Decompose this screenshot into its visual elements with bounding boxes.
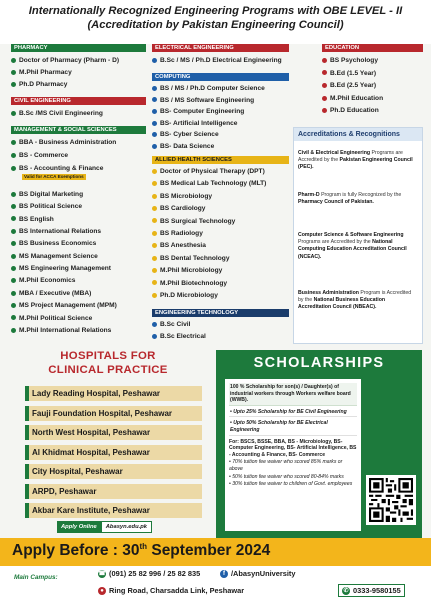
qr-code[interactable] [366, 475, 416, 525]
bullet-icon [152, 121, 157, 126]
header-line1: Internationally Recognized Engineering Programs with OBE LEVEL - II [28, 5, 403, 17]
bullet-icon [11, 315, 16, 320]
whatsapp-number[interactable]: ✆ 0333-9580155 [338, 584, 405, 597]
scholarships-title: SCHOLARSHIPS [253, 355, 385, 371]
bullet-icon [152, 86, 157, 91]
program-item: M.Phil Pharmacy [11, 69, 72, 77]
bullet-icon [11, 291, 16, 296]
section-allied-health: ALLIED HEALTH SCIENCES [152, 156, 289, 164]
whatsapp-icon: ✆ [343, 588, 349, 595]
hospital-item: Fauji Foundation Hospital, Peshawar [25, 406, 202, 421]
program-item: B.Sc Civil [152, 321, 190, 329]
phone-numbers[interactable]: ☎ (091) 25 82 996 / 25 82 835 [98, 569, 201, 578]
bullet-icon [152, 109, 157, 114]
program-item: BS Microbiology [152, 193, 212, 201]
bullet-icon [152, 293, 157, 298]
program-item: BS / MS / Ph.D Computer Science [152, 85, 265, 93]
program-item: BS Cardiology [152, 205, 205, 213]
header-line2: (Accreditation by Pakistan Engineering Council) [87, 19, 344, 31]
scholarship-for: For: BSCS, BSSE, BBA, BS - Microbiology, BS- Computer Engineering, BS- Artificial Intelligence, BS - Accounting & Finance, BS- Commerce [229, 438, 357, 458]
bullet-icon [152, 181, 157, 186]
hospital-item: North West Hospital, Peshawar [25, 425, 202, 440]
program-item: M.Phil Education [322, 95, 383, 103]
program-item: BS Radiology [152, 230, 203, 238]
section-management: MANAGEMENT & SOCIAL SCIENCES [11, 126, 146, 134]
program-item: BS- Artificial Intelligence [152, 120, 237, 128]
scholarship-electrical: • Upto 50% Scholarship for BE Electrical Engineering [229, 419, 357, 435]
program-item: Ph.D Microbiology [152, 292, 218, 300]
acca-note: Valid for ACCA Exemptions [24, 174, 84, 179]
apply-before-bar [0, 538, 431, 566]
main-campus-label: Main Campus: [14, 574, 58, 581]
accreditation-nceac: Computer Science & Software Engineering Programs are Accredited by the National Computing Education Accreditation Council (NCEAC). [298, 232, 407, 260]
phone-icon: ☎ [98, 571, 106, 578]
hospital-item: Lady Reading Hospital, Peshawar [25, 386, 202, 401]
program-item: BS Dental Technology [152, 255, 230, 263]
header [0, 0, 431, 44]
scholarships-section [216, 350, 422, 538]
bullet-icon [11, 328, 16, 333]
accreditation-pec: Civil & Electrical Engineering Programs are Accredited by the Pakistan Engineering Council (PEC). [298, 150, 413, 171]
program-item: Doctor of Pharmacy (Pharm - D) [11, 57, 119, 65]
scholarships-details [225, 379, 361, 531]
facebook-icon: f [220, 570, 228, 578]
program-item: MS Management Science [11, 253, 98, 261]
hospitals-section [8, 348, 208, 538]
section-education: EDUCATION [322, 44, 423, 52]
program-item: BS Psychology [322, 57, 378, 65]
section-pharmacy: PHARMACY [11, 44, 146, 52]
bullet-icon [322, 96, 327, 101]
program-item: BS- Computer Engineering [152, 108, 244, 116]
program-item: Ph.D Pharmacy [11, 81, 67, 89]
accreditations-box [293, 127, 423, 344]
facebook-link[interactable]: f /AbasynUniversity [220, 569, 296, 578]
program-item: BS Surgical Technology [152, 218, 235, 226]
program-item: BS - Accounting & Finance [11, 165, 103, 173]
program-item: B.Sc / MS / Ph.D Electrical Engineering [152, 57, 282, 65]
section-electrical: ELECTRICAL ENGINEERING [152, 44, 289, 52]
program-item: BS Political Science [11, 203, 82, 211]
program-item: M.Phil Political Science [11, 315, 92, 323]
program-item: BS Business Economics [11, 240, 96, 248]
bullet-icon [322, 58, 327, 63]
bullet-icon [322, 70, 327, 75]
program-item: B.Ed (2.5 Year) [322, 82, 376, 90]
scholarship-70: • 70% tuition fee waiver who scored 85% marks or above [229, 459, 343, 472]
bullet-icon [11, 216, 16, 221]
program-item: M.Phil Microbiology [152, 267, 222, 275]
scholarship-wwb: 100 % Scholarship for son(s) / Daughter(s) of industrial workers through Workers welfare board (WWB). [229, 383, 357, 406]
bullet-icon [152, 256, 157, 261]
bullet-icon [11, 229, 16, 234]
bullet-icon [152, 97, 157, 102]
hospitals-title-1: HOSPITALS FOR [60, 350, 156, 362]
apply-deadline: Apply Before : 30th September 2024 [12, 542, 271, 560]
bullet-icon [322, 108, 327, 113]
program-item: B.Sc /MS Civil Engineering [11, 110, 103, 118]
bullet-icon [152, 132, 157, 137]
program-item: BS Medical Lab Technology (MLT) [152, 180, 266, 188]
scholarship-50: • 50% tuition fee waiver who scored 80-84% marks [229, 473, 344, 480]
program-item: M.Phil International Relations [11, 327, 111, 335]
qr-code-graphic [369, 478, 413, 522]
program-item: Ph.D Education [322, 107, 379, 115]
program-item: BS- Data Science [152, 143, 214, 151]
program-item: BS International Relations [11, 228, 101, 236]
accreditations-title: Accreditations & Recognitions [294, 128, 422, 141]
program-item: MS Project Management (MPM) [11, 302, 117, 310]
program-item: BS Digital Marketing [11, 191, 83, 199]
scholarship-civil: • Upto 25% Scholarship for BE Civil Engineering [229, 408, 357, 418]
program-item: M.Phil Economics [11, 277, 75, 285]
campus-address: ● Ring Road, Charsadda Link, Peshawar [98, 586, 244, 595]
bullet-icon [11, 278, 16, 283]
program-item: MS Engineering Management [11, 265, 111, 273]
location-icon: ● [98, 587, 106, 595]
program-item: M.Phil Biotechnology [152, 280, 227, 288]
section-civil: CIVIL ENGINEERING [11, 97, 146, 105]
bullet-icon [152, 280, 157, 285]
bullet-icon [11, 241, 16, 246]
program-item: BS Anesthesia [152, 242, 206, 250]
program-item: BS- Cyber Science [152, 131, 219, 139]
hospitals-title-2: CLINICAL PRACTICE [48, 364, 168, 376]
bullet-icon [11, 303, 16, 308]
bullet-icon [11, 266, 16, 271]
hospital-item: City Hospital, Peshawar [25, 464, 202, 479]
accreditation-pcp: Pharm-D Program is fully Recognized by the Pharmacy Council of Pakistan. [298, 192, 402, 206]
program-item: Doctor of Physical Therapy (DPT) [152, 168, 265, 176]
hospital-item: Akbar Kare Institute, Peshawar [25, 503, 202, 518]
bullet-icon [152, 144, 157, 149]
bullet-icon [152, 169, 157, 174]
bullet-icon [322, 83, 327, 88]
apply-online-label[interactable]: Apply Online [57, 521, 101, 533]
apply-online-url[interactable]: Abasyn.edu.pk [101, 521, 152, 533]
bullet-icon [152, 194, 157, 199]
section-computing: COMPUTING [152, 73, 289, 81]
accreditation-nbeac: Business Administration Program is Accredited by the National Business Education Accreditation Council (NBEAC). [298, 290, 412, 311]
bullet-icon [152, 218, 157, 223]
scholarship-30: • 30% tuition fee waiver to children of Govt. employees [229, 481, 353, 488]
bullet-icon [11, 254, 16, 259]
program-item: BBA - Business Administration [11, 139, 116, 147]
hospital-item: ARPD, Peshawar [25, 484, 202, 499]
bullet-icon [11, 192, 16, 197]
program-item: B.Sc Electrical [152, 333, 206, 341]
program-item: BS - Commerce [11, 152, 68, 160]
program-item: BS / MS Software Engineering [152, 97, 254, 105]
apply-online[interactable] [57, 521, 152, 533]
bullet-icon [152, 206, 157, 211]
program-item: B.Ed (1.5 Year) [322, 70, 376, 78]
bullet-icon [152, 243, 157, 248]
hospital-item: Al Khidmat Hospital, Peshawar [25, 445, 202, 460]
bullet-icon [152, 231, 157, 236]
section-engineering-technology: ENGINEERING TECHNOLOGY [152, 309, 289, 317]
program-item: BS English [11, 216, 54, 224]
bullet-icon [152, 268, 157, 273]
bullet-icon [11, 204, 16, 209]
footer [0, 566, 431, 603]
program-item: MBA / Executive (MBA) [11, 290, 91, 298]
